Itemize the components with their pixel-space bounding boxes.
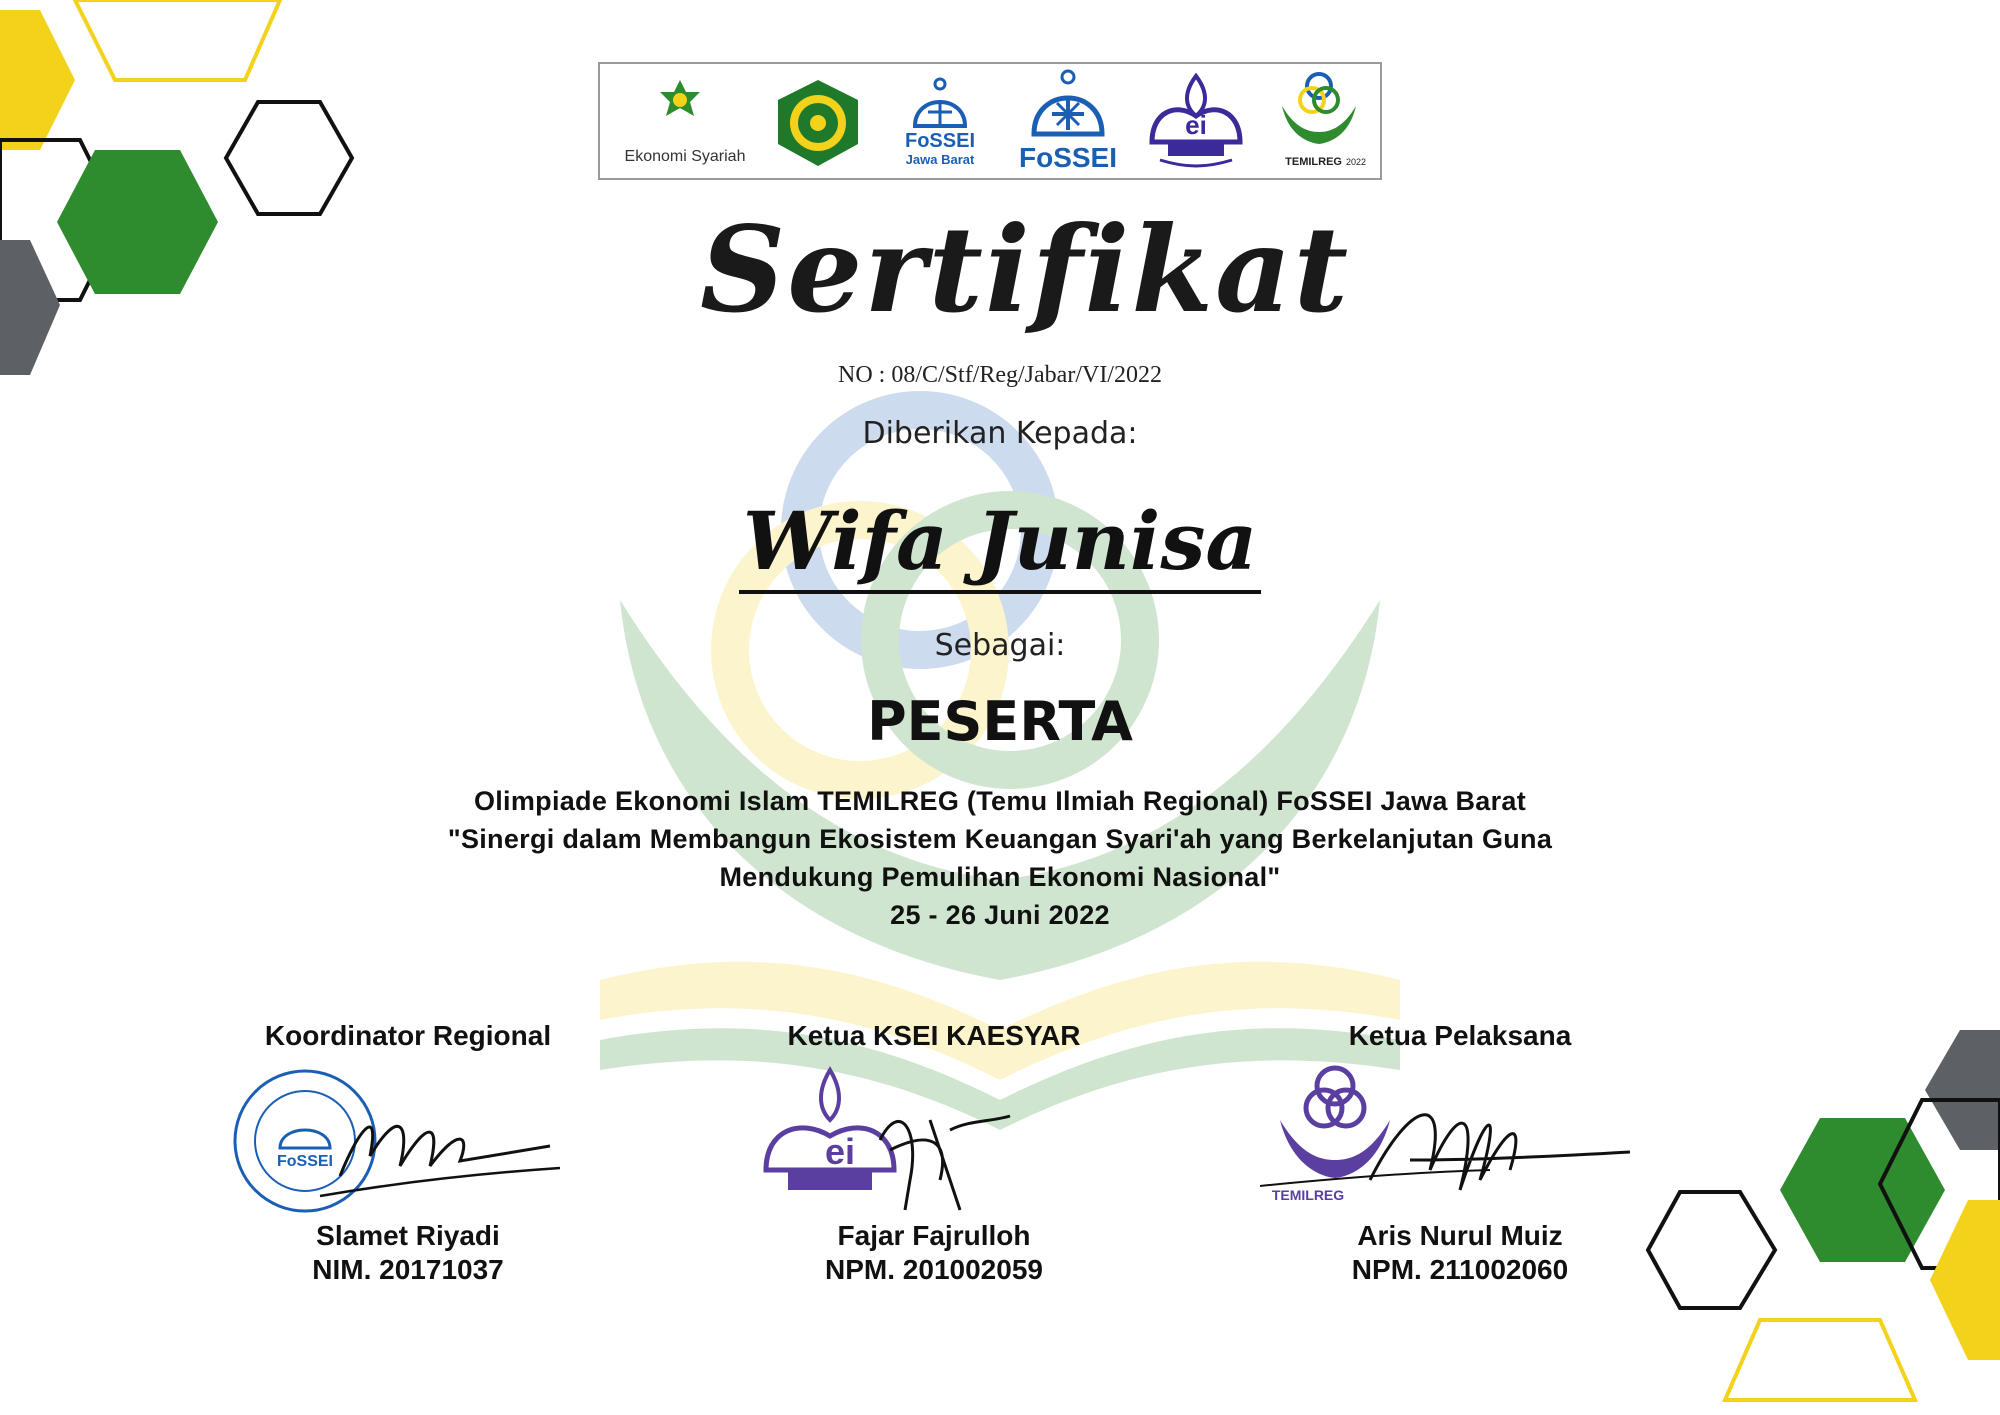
hex-gray-left	[0, 240, 60, 375]
university-seal-logo	[768, 64, 868, 182]
fossei-caption: FoSSEI	[1018, 142, 1117, 173]
event-line-3: Mendukung Pemulihan Ekonomi Nasional"	[719, 862, 1281, 892]
temilreg-subcaption: 2022	[1346, 157, 1367, 167]
university-seal-icon	[770, 78, 866, 168]
as-label: Sebagai:	[934, 628, 1066, 663]
signatory-1-stamp-signature	[230, 1066, 570, 1216]
ekonomi-syariah-caption: Ekonomi Syariah	[624, 148, 746, 165]
recipient-name	[0, 494, 2000, 588]
signatory-3-title: Ketua Pelaksana	[1348, 1020, 1572, 1051]
hex-green-left	[57, 150, 218, 294]
hima-ekosyar-caption: ei	[1185, 110, 1207, 140]
signatory-2-name: Fajar Fajrulloh	[837, 1220, 1031, 1251]
hex-gray-right	[1925, 1030, 2000, 1150]
temilreg-logo	[1264, 64, 1374, 182]
given-to-label: Diberikan Kepada:	[862, 416, 1138, 451]
certificate-title: Sertifikat	[700, 200, 1351, 339]
fossei-logo	[1008, 64, 1128, 182]
signatory-2-stamp-signature	[760, 1060, 1020, 1220]
hex-outline-black-top	[226, 102, 352, 214]
signatory-3-stamp-signature	[1260, 1060, 1640, 1220]
hex-outline-yellow-bottom	[1725, 1320, 1915, 1400]
hex-outline-yellow-top	[75, 0, 280, 80]
event-line-1: Olimpiade Ekonomi Islam TEMILREG (Temu Ilmiah Regional) FoSSEI Jawa Barat	[473, 786, 1527, 816]
signatory-1-stamp-text: FoSSEI	[276, 1153, 334, 1170]
hex-yellow-right	[1930, 1200, 2000, 1360]
signatory-3-stamp-text: TEMILREG	[1271, 1187, 1345, 1203]
signatory-1-name: Slamet Riyadi	[316, 1220, 500, 1251]
fossei-jawa-barat-subcaption: Jawa Barat	[905, 152, 975, 167]
fossei-dome-large-icon	[1030, 68, 1106, 138]
fossei-jawa-barat-caption: FoSSEI	[904, 130, 975, 152]
certificate-number: NO : 08/C/Stf/Reg/Jabar/VI/2022	[838, 362, 1162, 388]
temilreg-caption: TEMILREG	[1285, 156, 1342, 168]
signatory-1-title: Koordinator Regional	[264, 1020, 552, 1051]
event-date: 25 - 26 Juni 2022	[890, 900, 1110, 930]
participant-role: PESERTA	[867, 690, 1133, 753]
ekonomi-syariah-icon	[654, 78, 706, 130]
signatory-2-title: Ketua KSEI KAESYAR	[787, 1020, 1081, 1051]
signatory-2-stamp-text: ei	[824, 1131, 856, 1172]
fossei-dome-icon	[910, 74, 970, 129]
signatory-2-id: NPM. 201002059	[825, 1254, 1043, 1285]
recipient-name-text: Wifa Junisa	[739, 494, 1261, 594]
signatory-1-id: NIM. 20171037	[312, 1254, 504, 1285]
ekonomi-syariah-logo	[610, 64, 750, 182]
temilreg-icon	[1274, 70, 1364, 150]
logo-bar	[598, 62, 1382, 180]
hex-green-right	[1780, 1118, 1945, 1262]
hex-yellow-topleft	[0, 10, 75, 150]
hima-ekosyar-logo	[1140, 64, 1250, 182]
signatory-3-id: NPM. 211002060	[1351, 1254, 1569, 1285]
event-line-2: "Sinergi dalam Membangun Ekosistem Keuangan Syari'ah yang Berkelanjutan Guna	[447, 824, 1553, 854]
signatory-3-name: Aris Nurul Muiz	[1357, 1220, 1563, 1251]
fossei-jawa-barat-logo	[890, 64, 990, 182]
